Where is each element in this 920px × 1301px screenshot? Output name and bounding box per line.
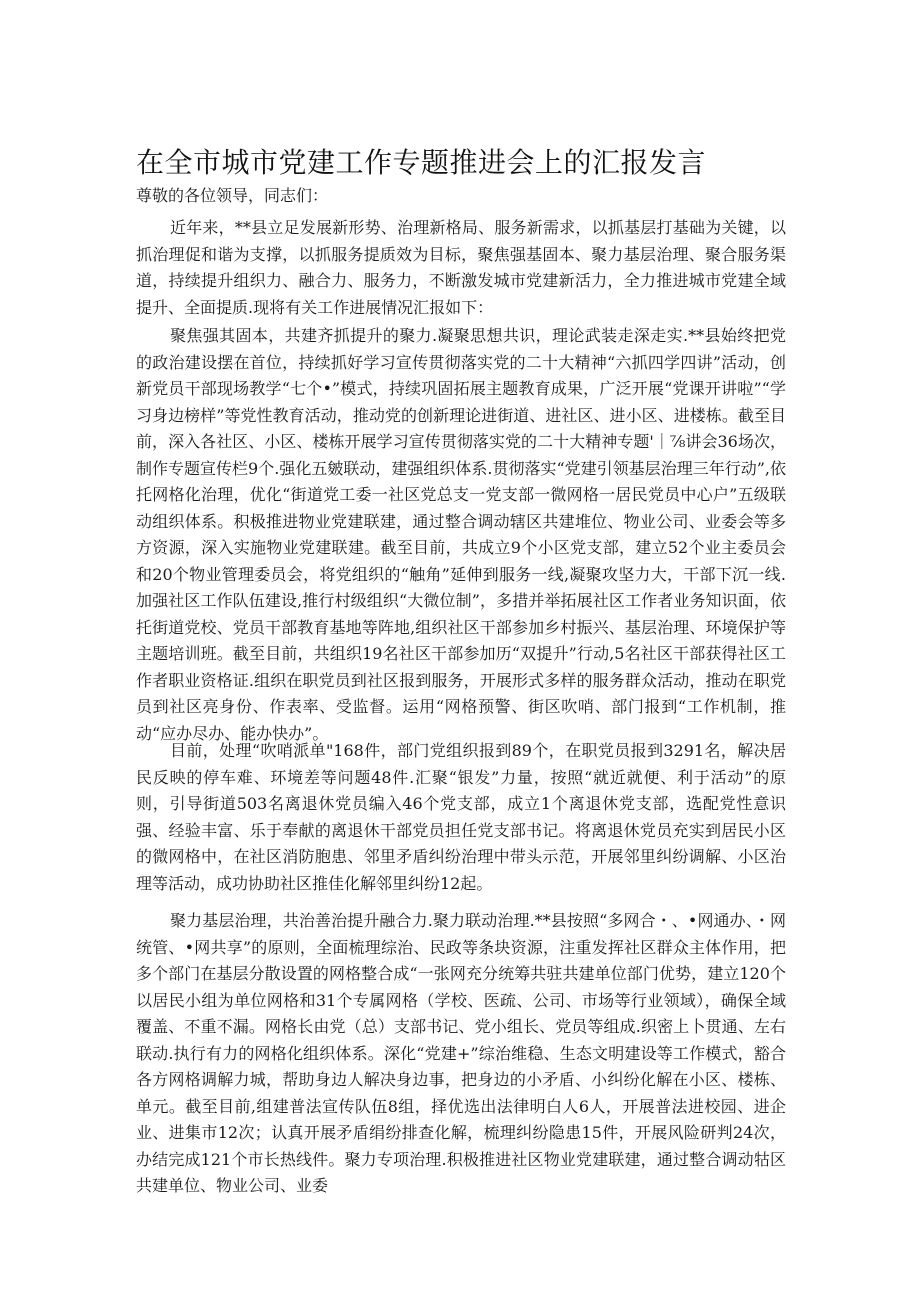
paragraph-grassroots-governance: 聚力基层治理，共治善治提升融合力.聚力联动治理.**县按照“多网合・、•网通办、・网统管、•网共享”的原则，全面梳理综治、民政等条块资源，注重发挥社区群众主体作用，把多个部门在基层分散设置的网格整合成“一张网充分统筹共驻共建单位部门优势，建立120个以居民小组为单位网格和31个专属网格（学校、医疏、公司、市场等行业领域），确保全域覆盖、不重不漏。网格长由党（总）支部书记、党小组长、党员等组成.织密上卜贯通、左右联动.执行有力的网格化组织体系。深化“党建+”综治维稳、生态文明建设等工作模式，豁合各方网格调解力城，帮助身边人解决身边事，把身边的小矛盾、小纠纷化解在小区、楼栋、单元。截至目前,组建普法宣传队伍8组，择优选出法律明白人6人，开展普法进校园、进企业、进集市12次；认真开展矛盾绢纷排查化解，梳理纠纷隐患15件，开展风险研判24次，办结完成121个市长热线件。聚力专项治理.积极推进社区物业党建联建，通过整合调动牯区共建单位、物业公司、业委 [136, 911, 786, 1195]
page-title: 在全市城市党建工作专题推进会上的汇报发言 [136, 145, 707, 179]
paragraph-strengthen-foundation: 聚焦强其固本，共建齐抓提升的聚力.凝聚思想共识，理论武装走深走实.**县始终把党的政治建设摆在首位，持续抓好学习宣传贯彻落实党的二十大精神“六抓四学四讲”活动，创新党员干部现场教学“七个•”模式，持续巩固拓展主题教育成果，广泛开展“党课开讲啦”“学习身边榜样”等党性教育活动，推动党的创新理论进街道、进社区、进小区、进楼栋。截至目前，深入各社区、小区、楼栋开展学习宣传贯彻落实党的二十大精神专题'｜⅞讲会36场次，制作专题宣传栏9个.强化五皴联动，建强组织体系.贯彻落实“党建引领基层治理三年行动”,依托网格化治理，优化“街道党工委一社区党总支一党支部一微网格一居民党员中心户”五级联动组织体系。积极推进物业党建联建，通过整合调动辖区共建堆位、物业公司、业委会等多方资源，深入实施物业党建联建。截至目前，共成立9个小区党支部，建立52个业主委员会和20个物业管理委员会，将党组织的“触角”延伸到服务一线,凝聚攻坚力大，干部下沉一线.加强社区工作队伍建设,推行村级组织“大微位制”，多措并举拓展社区工作者业务知识面，依托街道党校、党员干部教育基地等阵地,组织社区干部参加乡村振兴、基层治理、环境保护等主题培训班。截至目前，共组织19名社区干部参加历“双提升”行动,5名社区干部获得社区工作者职业资格证.组织在职党员到社区报到服务，开展形式多样的服务群众活动，推动在职党员到社区亮身份、作表率、受监督。运用“网格预警、街区吹哨、部门报到“工作机制，推动“应办尽办、能办快办”。 [136, 326, 786, 743]
paragraph-intro: 近年来，**县立足发展新形势、治理新格局、服务新需求，以抓基层打基础为关键，以抓治理促和谐为支撑，以抓服务提质效为目标，聚焦强基固本、聚力基层治理、聚合服务渠道，持续提升组织力、融合力、服务力，不断激发城市党建新活力，全力推进城市党建全域提升、全面提质.现将有关工作进展情况汇报如下： [136, 218, 786, 317]
salutation: 尊敬的各位领导，同志们： [136, 186, 329, 205]
paragraph-current-results: 目前，处理“吹哨派单"168件，部门党组织报到89个，在职党员报到3291名，解决居民反映的停车难、环境差等问题48件.汇聚“银发”力量，按照“就近就便、利于活动”的原则，引导街道503名离退休党员编入46个党支部，成立1个离退休党支部，选配党性意识强、经验丰富、乐于奉献的离退休干部党员担任党支部书记。将离退休党员充实到居民小区的微网格中，在社区消防胞患、邻里矛盾纠纷治理中带头示范，开展邻里纠纷调解、小区治理等活动，成功协助社区推佳化解邻里纠纷12起。 [136, 741, 786, 893]
